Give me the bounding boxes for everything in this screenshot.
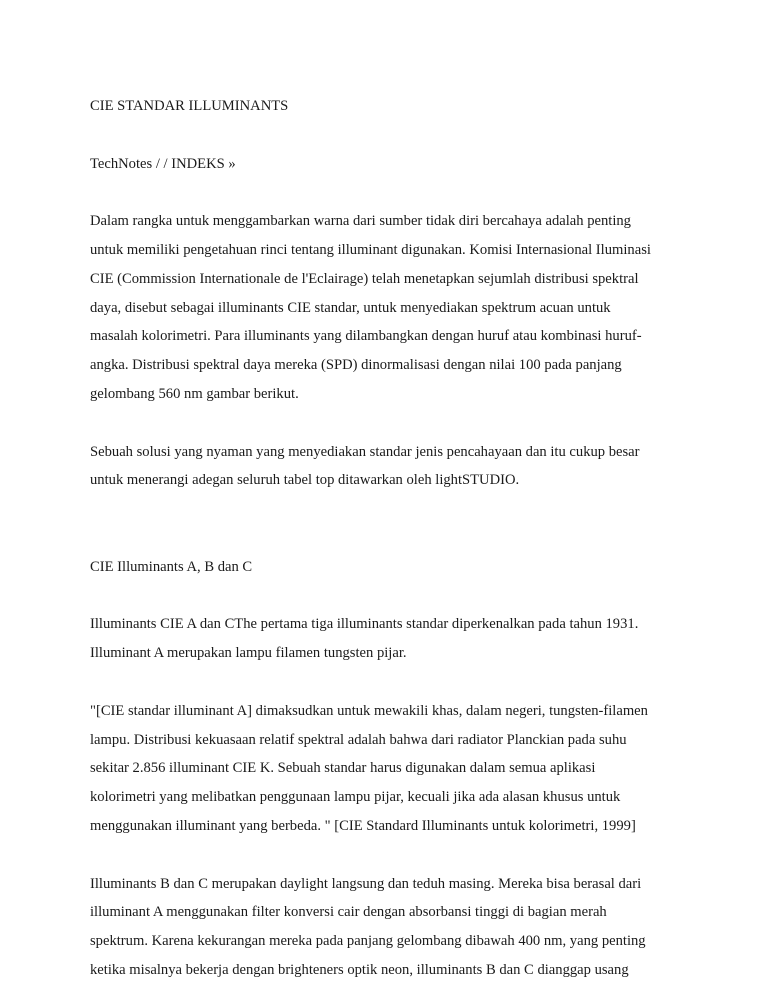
quote-line: lampu. Distribusi kekuasaan relatif spektral adalah bahwa dari radiator Planckian pada suhu — [90, 731, 627, 748]
section-intro-line: Illuminants CIE A dan CThe pertama tiga illuminants standar diperkenalkan pada tahun 1931. — [90, 616, 639, 633]
illuminants-bc-paragraph — [90, 870, 690, 985]
intro-line: angka. Distribusi spektral daya mereka (SPD) dinormalisasi dengan nilai 100 pada panjang — [90, 357, 622, 374]
document-page — [90, 92, 690, 985]
bc-line: Illuminants B dan C merupakan daylight langsung dan teduh masing. Mereka bisa berasal dari — [90, 875, 642, 892]
quote-line: menggunakan illuminant yang berbeda. " [CIE Standard Illuminants untuk kolorimetri, 1999] — [90, 817, 636, 834]
breadcrumb: TechNotes / / INDEKS » — [90, 155, 236, 172]
quote-line: sekitar 2.856 illuminant CIE K. Sebuah standar harus digunakan dalam semua aplikasi — [90, 760, 596, 777]
quote-line: "[CIE standar illuminant A] dimaksudkan untuk mewakili khas, dalam negeri, tungsten-filamen — [90, 702, 648, 719]
section-intro-paragraph — [90, 610, 690, 668]
section-intro-line: Illuminant A merupakan lampu filamen tungsten pijar. — [90, 645, 407, 662]
quote-paragraph — [90, 697, 690, 841]
intro-line: Dalam rangka untuk menggambarkan warna dari sumber tidak diri bercahaya adalah penting — [90, 213, 631, 230]
solution-line: untuk menerangi adegan seluruh tabel top ditawarkan oleh lightSTUDIO. — [90, 472, 520, 489]
intro-line: CIE (Commission Internationale de l'Eclairage) telah menetapkan sejumlah distribusi spektral — [90, 270, 639, 287]
quote-line: kolorimetri yang melibatkan penggunaan lampu pijar, kecuali jika ada alasan khusus untuk — [90, 789, 621, 806]
bc-line: illuminant A menggunakan filter konversi cair dengan absorbansi tinggi di bagian merah — [90, 904, 607, 921]
intro-line: gelombang 560 nm gambar berikut. — [90, 385, 299, 402]
solution-paragraph — [90, 438, 690, 496]
intro-line: masalah kolorimetri. Para illuminants yang dilambangkan dengan huruf atau kombinasi huruf- — [90, 328, 642, 345]
intro-paragraph — [90, 207, 690, 409]
bc-line: ketika misalnya bekerja dengan brighteners optik neon, illuminants B dan C dianggap usang — [90, 961, 629, 978]
document-title: CIE STANDAR ILLUMINANTS — [90, 98, 289, 114]
intro-line: daya, disebut sebagai illuminants CIE standar, untuk menyediakan spektrum acuan untuk — [90, 299, 611, 316]
section-heading: CIE Illuminants A, B dan C — [90, 558, 253, 575]
intro-line: untuk memiliki pengetahuan rinci tentang illuminant digunakan. Komisi Internasional Iluminasi — [90, 241, 651, 258]
bc-line: spektrum. Karena kekurangan mereka pada panjang gelombang dibawah 400 nm, yang penting — [90, 933, 646, 950]
solution-line: Sebuah solusi yang nyaman yang menyediakan standar jenis pencahayaan dan itu cukup besar — [90, 443, 640, 460]
